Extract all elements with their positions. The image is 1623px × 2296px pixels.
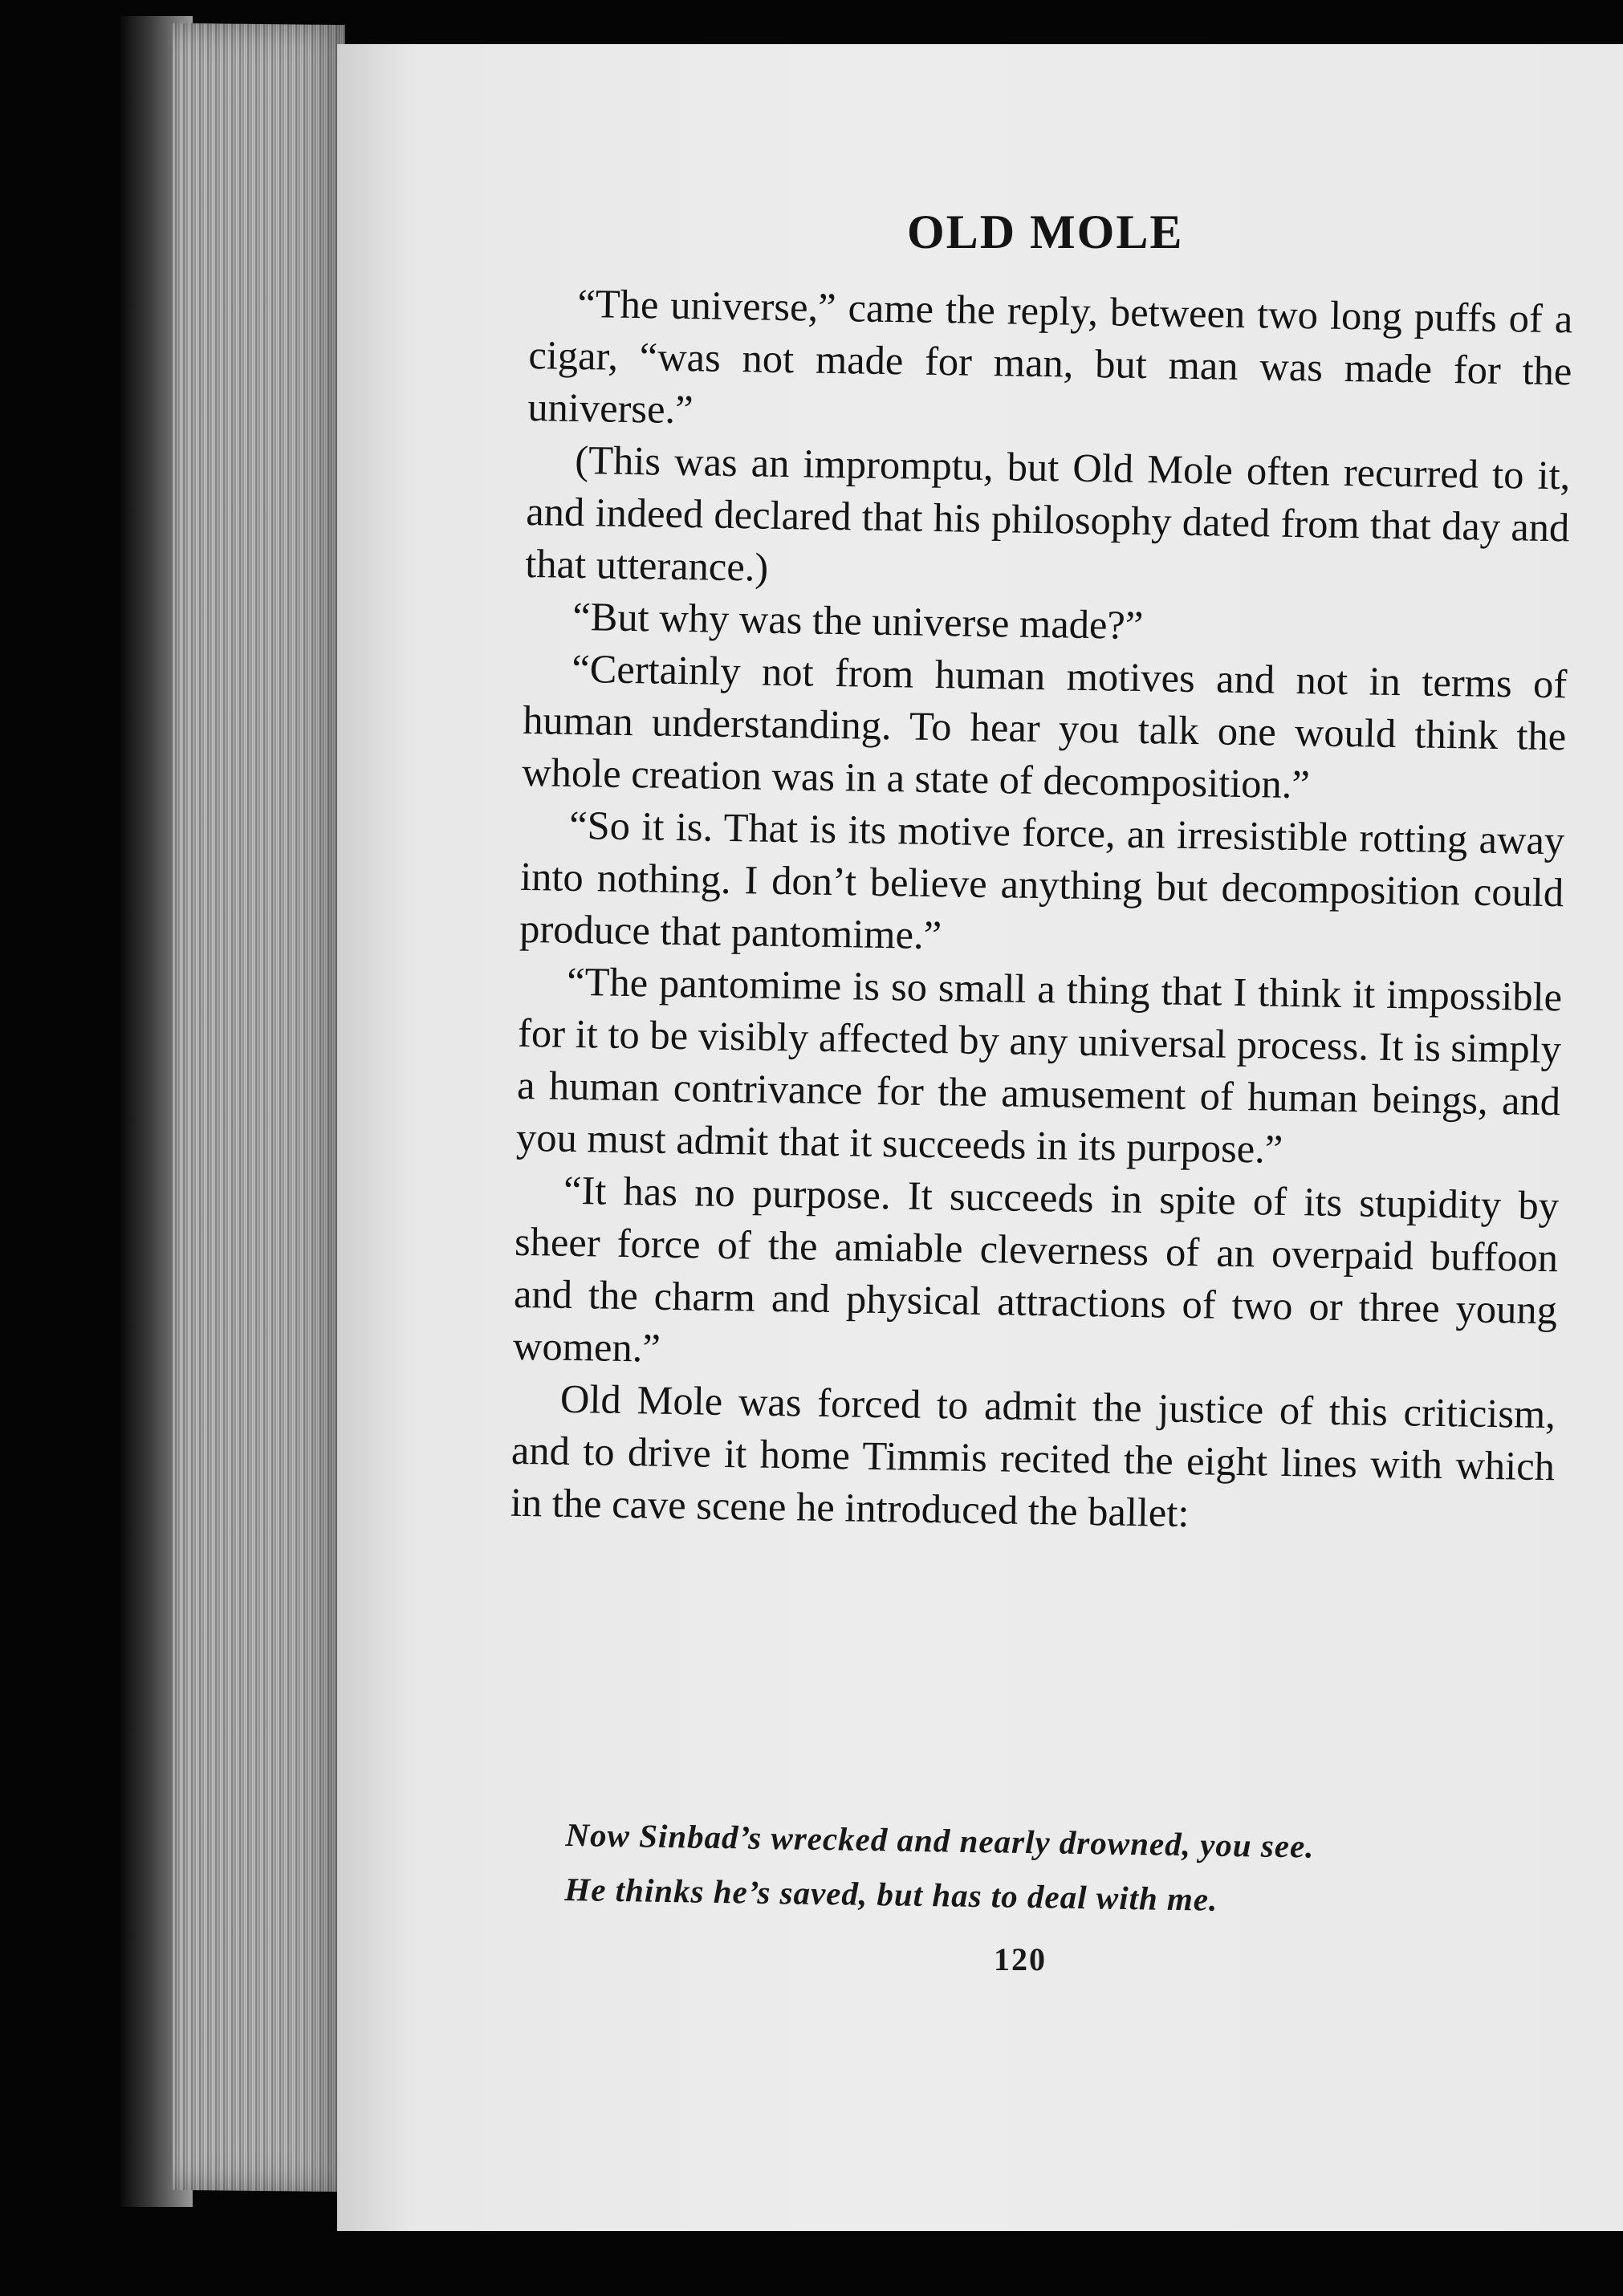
- paragraph: “The universe,” came the reply, between two long puffs of a cigar, “was not made for man, but man was made for the universe.”: [527, 280, 1573, 433]
- paragraph: “Certainly not from human motives and not in terms of human understanding. To hear you talk one would think the whole creation was in a state of decomposition.”: [521, 645, 1568, 807]
- page-number: 120: [994, 1941, 1047, 1977]
- running-head: OLD MOLE: [907, 205, 1184, 258]
- page-edges: [173, 23, 345, 2192]
- verse-line: He thinks he’s saved, but has to deal with me.: [564, 1870, 1218, 1918]
- paragraph: “So it is. That is its motive force, an irresistible rotting away into nothing. I don’t believe anything but decomposition could produce that pantomime.”: [519, 802, 1565, 958]
- paragraph: “The pantomime is so small a thing that I think it impossible for it to be visibly affected by any universal process. It is simply a human contrivance for the amusement of human beings, and you must admit that it succeeds in its purpose.”: [515, 958, 1563, 1172]
- paragraph: Old Mole was forced to admit the justice of this criticism, and to drive it home Timmis recited the eight lines with which in the cave scene he introduced the ballet:: [510, 1376, 1556, 1536]
- body-text: [510, 277, 1572, 1545]
- verse-block: [564, 1807, 1609, 1932]
- paragraph: (This was an impromptu, but Old Mole often recurred to it, and indeed declared that his philosophy dated from that day and that utterance.): [524, 437, 1571, 590]
- paragraph: “It has no purpose. It succeeds in spite of its stupidity by sheer force of the amiable cleverness of an overpaid buffoon and the charm and physical attractions of two or three young women.”: [512, 1167, 1560, 1371]
- verse-line: Now Sinbad’s wrecked and nearly drowned, you see.: [565, 1815, 1315, 1865]
- paragraph: “But why was the universe made?”: [572, 593, 1144, 648]
